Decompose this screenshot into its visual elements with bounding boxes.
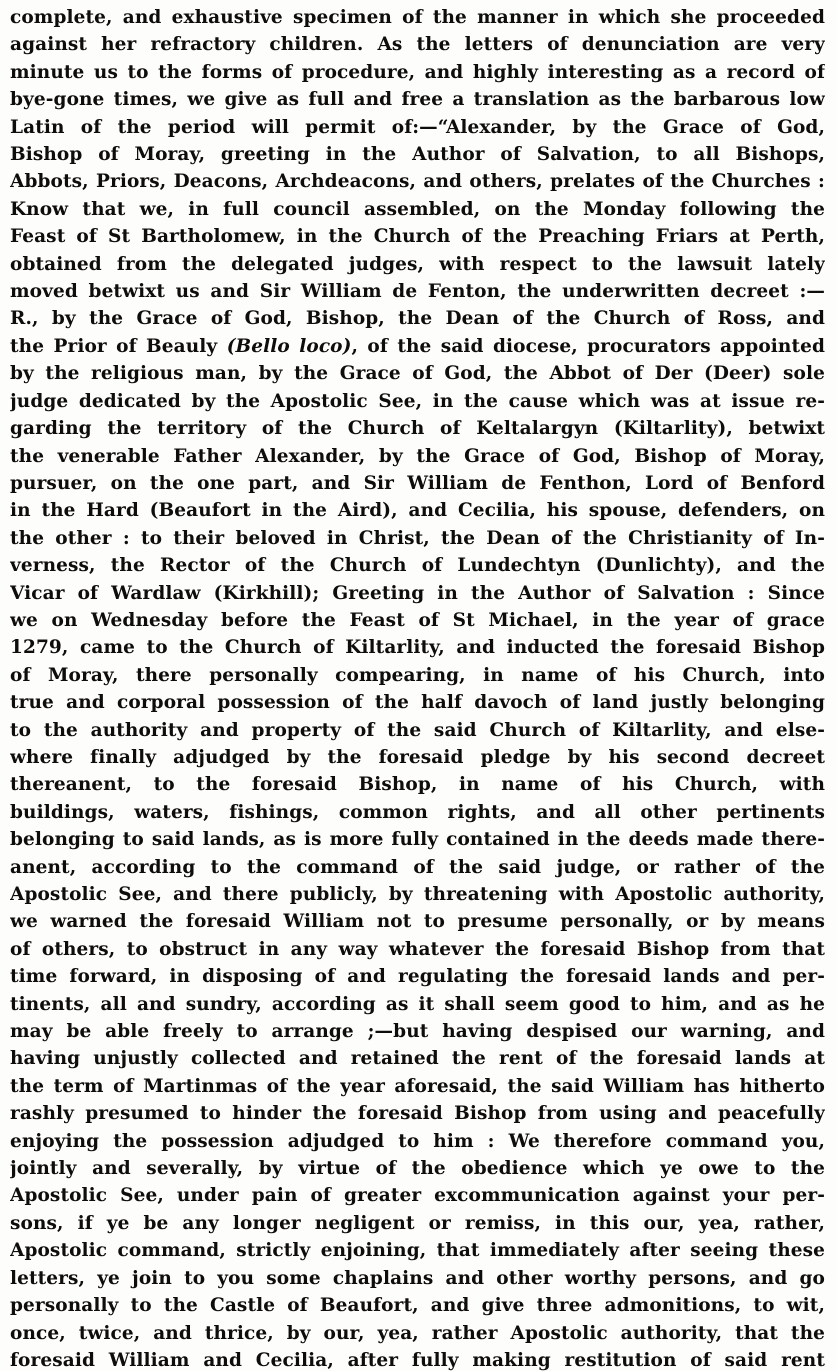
text-line: judge dedicated by the Apostolic See, in the cause which was at issue re-	[10, 390, 825, 412]
text-line: personally to the Castle of Beaufort, and give three admonitions, to wit,	[10, 1295, 825, 1317]
text-line: rashly presumed to hinder the foresaid Bishop from using and peacefully	[10, 1103, 825, 1125]
text-line: Apostolic See, under pain of greater excommunication against your per-	[10, 1185, 825, 1207]
text-line: minute us to the forms of procedure, and highly interesting as a record of	[10, 61, 825, 83]
text-line: bye-gone times, we give as full and free a translation as the barbarous low	[10, 89, 825, 111]
text-line: true and corporal possession of the half davoch of land justly belonging	[10, 692, 825, 714]
text-line: we warned the foresaid William not to presume personally, or by means	[10, 911, 825, 933]
text-line: of others, to obstruct in any way whatever the foresaid Bishop from that	[10, 938, 825, 960]
text-line: moved betwixt us and Sir William de Fenton, the underwritten decreet :—	[10, 281, 825, 303]
text-line: we on Wednesday before the Feast of St Michael, in the year of grace	[10, 609, 825, 631]
text-line: the term of Martinmas of the year aforesaid, the said William has hitherto	[10, 1075, 825, 1097]
text-segment: , of the said diocese, procurators appointed	[351, 335, 825, 357]
text-line: garding the territory of the Church of Keltalargyn (Kiltarlity), betwixt	[10, 418, 825, 440]
text-line: time forward, in disposing of and regulating the foresaid lands and per-	[10, 966, 825, 988]
text-line: against her refractory children. As the letters of denunciation are very	[10, 34, 825, 56]
text-line: of Moray, there personally compearing, in name of his Church, into	[10, 664, 825, 686]
text-line: belonging to said lands, as is more fully contained in the deeds made there-	[10, 829, 825, 851]
text-segment: the Prior of Beauly	[10, 335, 227, 357]
text-line: sons, if ye be any longer negligent or remiss, in this our, yea, rather,	[10, 1212, 825, 1234]
text-line: 1279, came to the Church of Kiltarlity, and inducted the foresaid Bishop	[10, 637, 825, 659]
text-line: may be able freely to arrange ;—but having despised our warning, and	[10, 1021, 825, 1043]
text-line: complete, and exhaustive specimen of the manner in which she proceeded	[10, 7, 825, 28]
italic-text-segment: (Bello loco)	[226, 335, 352, 357]
text-line: where finally adjudged by the foresaid pledge by his second decreet	[10, 746, 825, 768]
text-line: verness, the Rector of the Church of Lundechtyn (Dunlichty), and the	[10, 555, 825, 577]
text-line: tinents, all and sundry, according as it shall seem good to him, and as he	[10, 993, 825, 1015]
text-line: foresaid William and Cecilia, after fully making restitution of said rent	[10, 1349, 825, 1371]
text-line: jointly and severally, by virtue of the obedience which ye owe to the	[10, 1158, 825, 1180]
text-line: letters, ye join to you some chaplains and other worthy persons, and go	[10, 1267, 825, 1289]
text-line: pursuer, on the one part, and Sir William de Fenthon, Lord of Benford	[10, 472, 825, 494]
text-line: obtained from the delegated judges, with respect to the lawsuit lately	[10, 253, 825, 275]
text-line: buildings, waters, fishings, common rights, and all other pertinents	[10, 801, 825, 823]
text-line: R., by the Grace of God, Bishop, the Dean of the Church of Ross, and	[10, 308, 825, 330]
text-line: having unjustly collected and retained the rent of the foresaid lands at	[10, 1048, 825, 1070]
text-line: Abbots, Priors, Deacons, Archdeacons, and others, prelates of the Churches :	[10, 171, 825, 193]
text-line	[10, 333, 825, 360]
text-line: Latin of the period will permit of:—“Alexander, by the Grace of God,	[10, 116, 825, 138]
text-line: once, twice, and thrice, by our, yea, rather Apostolic authority, that the	[10, 1322, 825, 1344]
text-line: thereanent, to the foresaid Bishop, in name of his Church, with	[10, 774, 825, 796]
text-line: Bishop of Moray, greeting in the Author of Salvation, to all Bishops,	[10, 144, 825, 166]
text-line: enjoying the possession adjudged to him : We therefore command you,	[10, 1130, 825, 1152]
text-line: to the authority and property of the said Church of Kiltarlity, and else-	[10, 719, 825, 741]
text-line: Apostolic command, strictly enjoining, that immediately after seeing these	[10, 1240, 825, 1262]
text-line: Vicar of Wardlaw (Kirkhill); Greeting in the Author of Salvation : Since	[10, 582, 825, 604]
text-line: the venerable Father Alexander, by the Grace of God, Bishop of Moray,	[10, 445, 825, 467]
text-line: by the religious man, by the Grace of God, the Abbot of Der (Deer) sole	[10, 363, 825, 385]
text-line: anent, according to the command of the said judge, or rather of the	[10, 856, 825, 878]
text-line: Know that we, in full council assembled, on the Monday following the	[10, 198, 825, 220]
text-line: Feast of St Bartholomew, in the Church of the Preaching Friars at Perth,	[10, 226, 825, 248]
text-line: Apostolic See, and there publicly, by threatening with Apostolic authority,	[10, 884, 825, 905]
text-line: the other : to their beloved in Christ, the Dean of the Christianity of In-	[10, 527, 825, 549]
text-line: in the Hard (Beaufort in the Aird), and Cecilia, his spouse, defenders, on	[10, 500, 825, 522]
